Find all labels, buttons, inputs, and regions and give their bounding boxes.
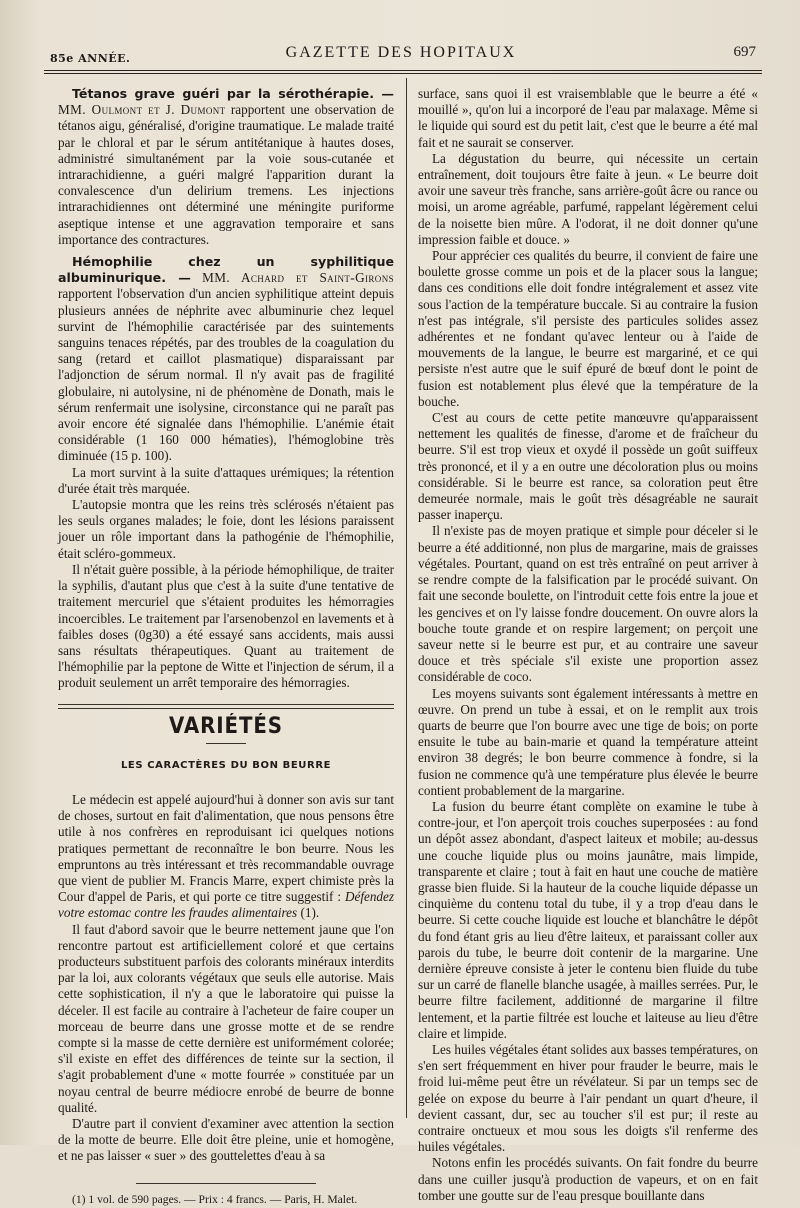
publication-title: GAZETTE DES HOPITAUX [285, 44, 517, 61]
article-heading: Tétanos grave guéri par la sérothérapie. — [72, 86, 394, 101]
paragraph: La fusion du beurre étant complète on examine le tube à contre-jour, et l'on aperçoit trois couches superposées : au fond un dépôt assez abondant, d'aspect laiteux et mobile; au-dessus une couche liquide plus ou moins jaunâtre, mais limpide, transparente et claire ; tout à fait en haut une couche de matière grasse bien fluide. Si la hauteur de la couche liquide dépasse un cinquième du contenu total du tube, il y a trop d'eau dans le beurre. Si cette couche liquide est louche et blanchâtre le dépôt du fond étant gris au lieu d'être laiteux, et paraissant coller aux parois du tube, le beurre doit contenir de la margarine. Une dernière épreuve consiste à jeter le contenu bien fluide du tube sur un carré de flanelle blanche usagée, à mailles serrées. Pur, le beurre filtre facilement, additionné de margarine il filtre lentement, et la partie filtrée est louche et laiteuse au lieu d'être claire et limpide. [418, 798, 758, 1041]
footnote-rule [136, 1183, 316, 1184]
paragraph: Les moyens suivants sont également intéressants à mettre en œuvre. On prend un tube à essai, et on le remplit aux trois quarts de beurre que l'on bourre avec une tige de bois; on porte ensuite le tube au bain-marie et quand la température atteint environ 38 degrés; le bon beurre commence à fondre, si la fusion ne commence qu'à une température plus élevée le beurre contient probablement de la margarine. [418, 685, 758, 798]
footnote: (1) 1 vol. de 590 pages. — Prix : 4 francs. — Paris, H. Malet. [72, 1192, 358, 1206]
section-title: VARIÉTÉS [169, 713, 283, 739]
article-tetanos [58, 86, 394, 248]
article-text: rapportent l'observation d'un ancien syphilitique atteint depuis plusieurs années de néphrite avec albuminurie chez lequel survint de l'hémophilie caractérisée par des suintements sanguins tenaces répétés, par des troubles de la coagulation du sang (retard et caillot plasmatique) disparaissant par l'adjonction de sérum normal. Il n'y avait pas de fragilité globulaire, ni autolysine, ni de phénomène de Donath, mais le sérum renfermait une isolysine, circonstance qui ne paraît pas avoir encore été signalée dans l'hémophilie. L'anémie était considérable (1 160 000 hématies), l'hémoglobine très diminuée (15 p. 100). [58, 286, 394, 464]
article-subheading: LES CARACTÈRES DU BON BEURRE [120, 759, 332, 771]
article-hemophilie [58, 254, 394, 465]
column-divider [406, 78, 407, 1118]
paragraph: Il n'existe pas de moyen pratique et simple pour déceler si le beurre a été additionné, non plus de margarine, mais de graisses végétales. Pourtant, quand on est très entraîné on peut arriver à se rendre compte de la falsification par le procédé suivant. On fait une seconde boulette, on l'introduit cette fois entre la joue et les gencives et on l'y laisse fondre doucement. On ouvre alors la bouche toute grande et on respire largement; on perçoit une saveur nette si le beurre est pur, et au contraire une saveur douce et très spéciale s'il existe une proportion assez considérable de coco. [418, 523, 758, 685]
title-rule [206, 743, 246, 744]
section-separator [58, 704, 394, 709]
page-header [40, 42, 762, 70]
left-column [58, 86, 394, 1208]
paragraph: surface, sans quoi il est vraisemblable que le beurre a été « mouillé », qu'on lui a incorporé de l'eau par malaxage. Même si le liquide qui sourd est du petit lait, c'est que le beurre a été mal fait et ne saurait se conserver. [418, 86, 758, 150]
paragraph: La mort survint à la suite d'attaques urémiques; la rétention d'urée était très marquée. [58, 464, 394, 496]
article-authors: MM. Achard et Saint-Girons [202, 270, 394, 286]
article-heading: Hémophilie chez un syphilitique albuminurique. — [58, 254, 394, 286]
paragraph: Il faut d'abord savoir que le beurre nettement jaune que l'on rencontre partout est artificiellement coloré et que certains producteurs substituent parfois des colorants minéraux interdits par la loi, aux colorants végétaux que seuls elle autorise. Mais cette sophistication, il n'y a que le laboratoire qui puisse la déceler. Il est facile au contraire à l'acheteur de faire couper un morceau de beurre dans une grosse motte et de se rendre compte si la masse de cette dernière est uniformément colorée; s'il existe en effet des différences de teinte sur la section, il s'agit probablement d'une « motte fourrée » constituée par un noyau central de beurre médiocre enrobé de beurre de bonne qualité. [58, 921, 394, 1115]
page-number: 697 [733, 44, 756, 60]
paragraph: Les huiles végétales étant solides aux basses températures, on s'en sert fréquemment en hiver pour frauder le beurre, mais le froid lui-même peut être un révélateur. Si par un temps sec de gelée on expose du beurre à l'air pendant un quart d'heure, il devient cassant, dur, sec au toucher s'il est pur; il reste au contraire onctueux et mou sous les doigts s'il renferme des huiles végétales. [418, 1041, 758, 1155]
paragraph: Notons enfin les procédés suivants. On fait fondre du beurre dans une cuiller jusqu'à production de vapeurs, et on en fait tomber une goutte sur de l'eau presque bouillante dans [418, 1155, 758, 1203]
paragraph [58, 792, 394, 922]
article-text: rapportent une observation de tétanos aigu, généralisé, d'origine traumatique. Le malade traité par le chloral et par le sérum antitétanique à hautes doses, administré simultanément par la voie sous-cutanée et intrarachidienne, a guéri malgré l'apparition durant la convalescence d'un delirium tremens. Les injections intrarachidiennes ont déterminé une méningite puriforme aseptique intense et une aggravation temporaire et sans importance des contractures. [58, 102, 394, 247]
paragraph: D'autre part il convient d'examiner avec attention la section de la motte de beurre. Elle doit être pleine, unie et homogène, et ne pas laisser « suer » des gouttelettes d'eau à sa [58, 1115, 394, 1164]
paragraph: C'est au cours de cette petite manœuvre qu'apparaissent nettement les qualités de finesse, d'arome et de fraîcheur du beurre. S'il est trop vieux et oxydé il possède un goût suiffeux très prononcé, et il y a en outre une décoloration plus ou moins considérable. Si le beurre est rance, sa coloration peut être demeurée normale, mais le goût très désagréable ne saurait passer inaperçu. [418, 410, 758, 523]
article-authors: MM. Oulmont et J. Dumont [58, 102, 226, 118]
header-rule [44, 70, 762, 71]
paragraph: Il n'était guère possible, à la période hémophilique, de traiter la syphilis, d'autant plus que c'est à la suite d'une tentative de traitement mercuriel que s'étaient produites les hémorragies incoercibles. Le traitement par l'arsenobenzol en lavements et à faibles doses (0g30) a été essayé sans accidents, mais aussi sans résultats thérapeutiques. Quant au traitement de l'hémophilie par la peptone de Witte et l'injection de sérum, il a produit seulement un arrêt temporaire des hémorragies. [58, 561, 394, 691]
paragraph: Pour apprécier ces qualités du beurre, il convient de faire une boulette grosse comme un pois et de la placer sous la langue; dans ces conditions elle doit fondre intégralement et assez vite sous l'action de la température buccale. Si au contraire la fusion n'est pas intégrale, s'il persiste des particules solides assez adhérentes et ne fondant qu'avec lenteur ou à l'aide de mouvements de la langue, le beurre est margariné, et ce qui persiste n'est autre que le suif épuré de bœuf dont le point de fusion est notablement plus élevé que la température de la bouche. [418, 248, 758, 409]
issue-year: 85e ANNÉE. [50, 52, 131, 65]
book-title: Défendez votre estomac contre les fraudes alimentaires [58, 889, 395, 921]
paragraph: La dégustation du beurre, qui nécessite un certain entraînement, doit toujours être faite à jeun. « Le beurre doit avoir une saveur très franche, sans arrière-goût âcre ou rance ou moisi, un arome agréable, parfumé, rappelant légèrement celui de la noisette bien mûre. A l'odorat, il ne doit donner qu'une impression faible et douce. » [418, 150, 758, 247]
header-rule-double [44, 73, 762, 74]
footnote-ref: (1). [300, 905, 320, 921]
paragraph: L'autopsie montra que les reins très sclérosés n'étaient pas les seuls organes malades; le foie, dont les lésions paraissent jouer un rôle important dans la pathogénie de l'hémophilie, était scléro-gommeux. [58, 497, 394, 561]
right-column [418, 86, 758, 1204]
paragraph-text: Le médecin est appelé aujourd'hui à donner son avis sur tant de choses, surtout en fait d'alimentation, que nous pensons être utile à nos confrères en reproduisant ici quelques notions pratiques permettant de reconnaître le bon beurre. Nous les empruntons au très intéressant et très recommandable ouvrage que vient de publier M. Francis Marre, expert chimiste près la Cour d'appel de Paris, et qui porte ce titre suggestif : [58, 791, 394, 905]
